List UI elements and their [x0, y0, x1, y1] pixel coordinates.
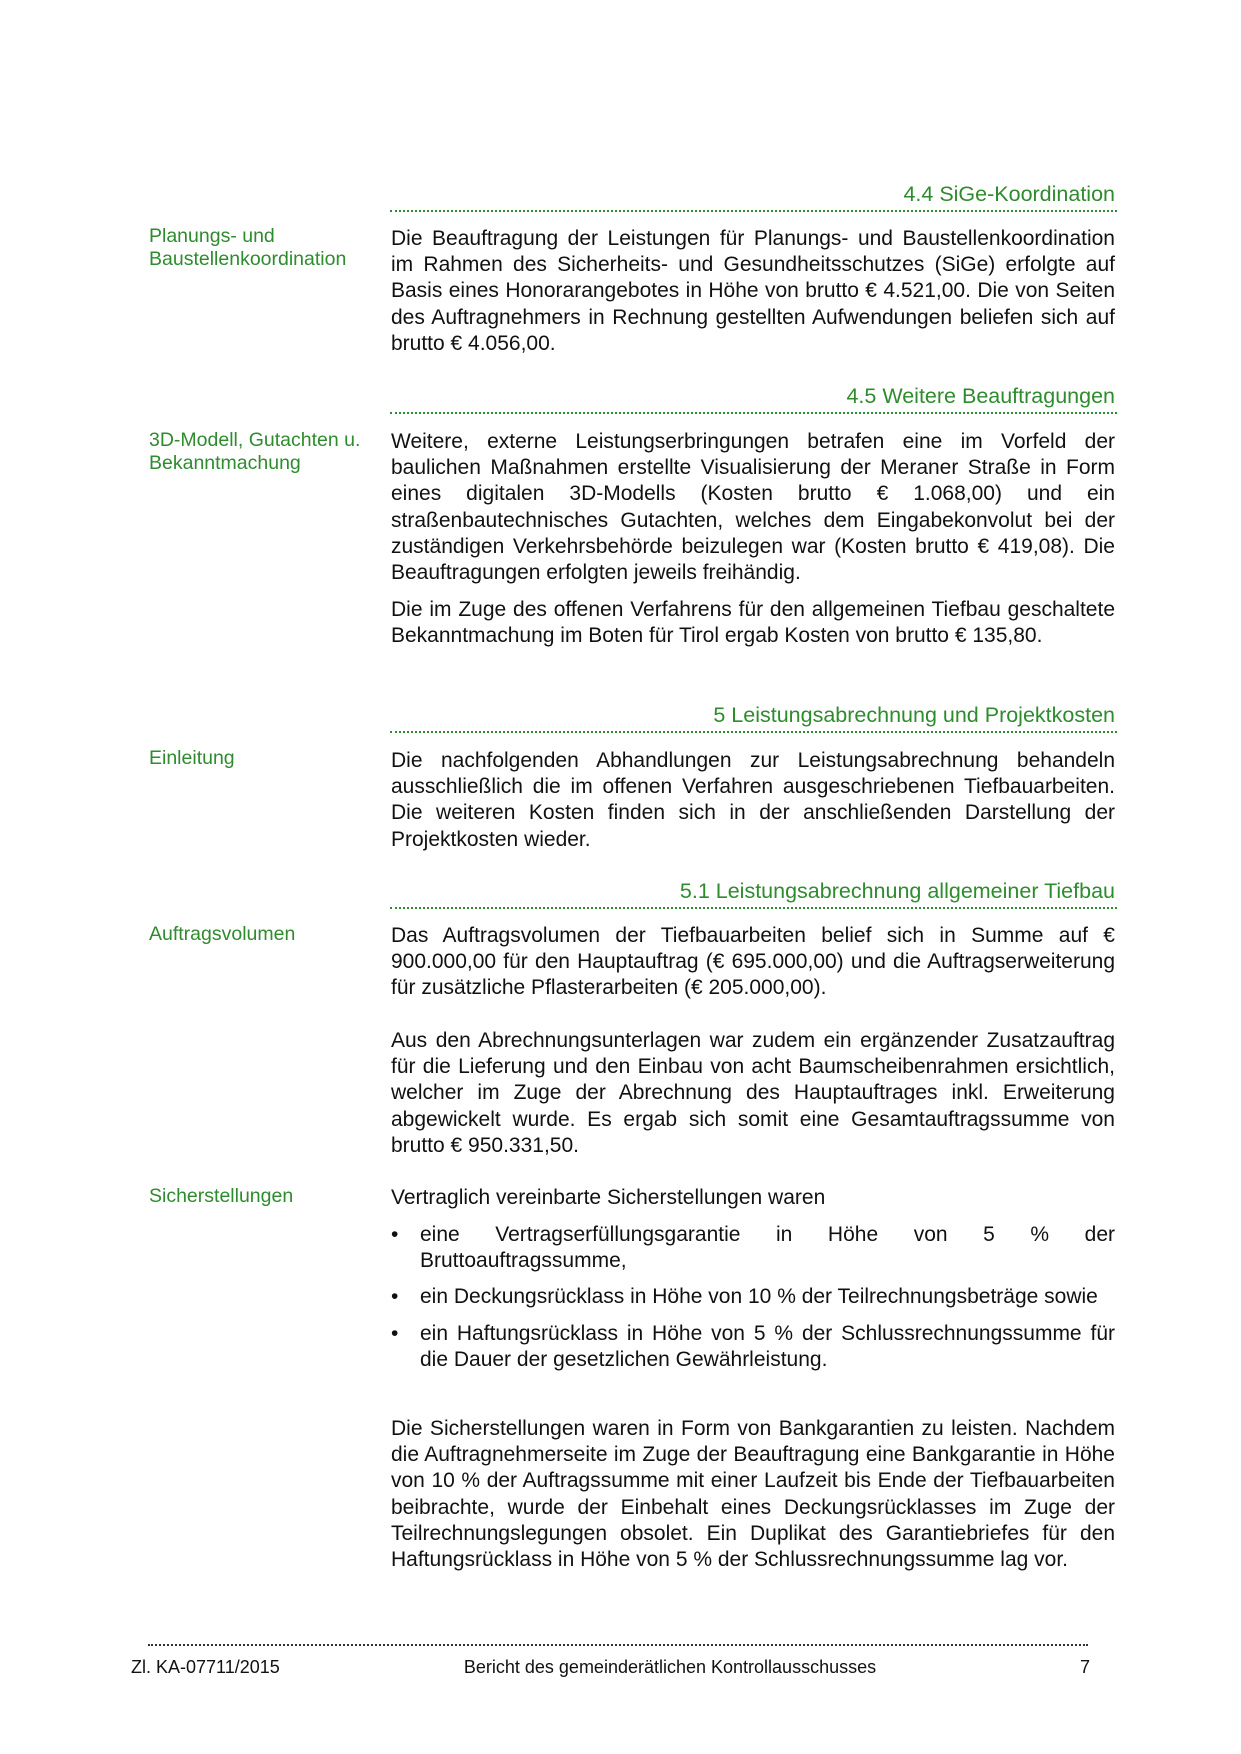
paragraph-sige: Die Beauftragung der Leistungen für Planungs- und Baustellenkoordination im Rahmen des Sicherheits- und Gesundheitsschutzes (SiGe) erfolgte auf Basis eines Honorarangebotes in Höhe von brutto € 4.521,00. Die von Seiten des Auftragnehmers in Rechnung gestellten Aufwendungen beliefen sich auf brutto € 4.056,00.: [391, 227, 1115, 355]
footer-title: Bericht des gemeinderätlichen Kontrollausschusses: [463, 1657, 877, 1677]
heading-divider: [390, 731, 1117, 733]
section-heading-4-4: 4.4 SiGe-Koordination: [903, 182, 1115, 206]
paragraph-bankgarantien: Die Sicherstellungen waren in Form von Bankgarantien zu leisten. Nachdem die Auftragnehmerseite im Zuge der Beauftragung eine Bankgarantie in Höhe von 10 % der Auftragssumme mit einer Laufzeit bis Ende der Tiefbauarbeiten beibrachte, wurde der Einbehalt eines Deckungsrücklasses im Zuge der Teilrechnungslegungen obsolet. Ein Duplikat des Garantiebriefes für den Haftungsrücklass in Höhe von 5 % der Schlussrechnungssumme lag vor.: [391, 1417, 1115, 1572]
section-heading-4-5: 4.5 Weitere Beauftragungen: [846, 384, 1115, 408]
paragraph-bekanntmachung: Die im Zuge des offenen Verfahrens für den allgemeinen Tiefbau geschaltete Bekanntmachung im Boten für Tirol ergab Kosten von brutto € 135,80.: [391, 598, 1115, 648]
heading-divider: [390, 412, 1117, 414]
margin-label-3d-modell: 3D-Modell, Gutachten u. Bekanntmachung: [149, 429, 361, 474]
sicherstellungen-list: [391, 1222, 1115, 1373]
paragraph-sicherstellungen-intro: Vertraglich vereinbarte Sicherstellungen waren: [391, 1186, 826, 1209]
page-number: 7: [1079, 1657, 1090, 1677]
paragraph-auftragsvolumen: Das Auftragsvolumen der Tiefbauarbeiten belief sich in Summe auf € 900.000,00 für den Hauptauftrag (€ 695.000,00) und die Auftragserweiterung für zusätzliche Pflasterarbeiten (€ 205.000,00).: [391, 924, 1115, 1000]
footer-reference: Zl. KA-07711/2015: [131, 1657, 280, 1677]
paragraph-weitere-leistungen: Weitere, externe Leistungserbringungen betrafen eine im Vorfeld der baulichen Maßnahmen erstellte Visualisierung der Meraner Straße in Form eines digitalen 3D-Modells (Kosten brutto € 1.068,00) und ein straßenbautechnisches Gutachten, welches dem Eingabekonvolut bei der zuständigen Verkehrsbehörde beizulegen war (Kosten brutto € 419,08). Die Beauftragungen erfolgten jeweils freihändig.: [391, 430, 1115, 585]
margin-label-einleitung: Einleitung: [149, 747, 235, 769]
heading-divider: [390, 907, 1117, 909]
section-heading-5-1: 5.1 Leistungsabrechnung allgemeiner Tiefbau: [679, 879, 1115, 903]
footer-divider: [148, 1644, 1088, 1646]
list-item: • eine Vertragserfüllungsgarantie in Höhe von 5 % der Bruttoauftragssumme,: [391, 1222, 1115, 1274]
list-item: • ein Haftungsrücklass in Höhe von 5 % der Schlussrechnungssumme für die Dauer der gesetzlichen Gewährleistung.: [391, 1321, 1115, 1373]
heading-divider: [390, 210, 1117, 212]
paragraph-einleitung: Die nachfolgenden Abhandlungen zur Leistungsabrechnung behandeln ausschließlich die im offenen Verfahren ausgeschriebenen Tiefbauarbeiten. Die weiteren Kosten finden sich in der anschließenden Darstellung der Projektkosten wieder.: [391, 749, 1115, 851]
list-item: • ein Deckungsrücklass in Höhe von 10 % der Teilrechnungsbeträge sowie: [391, 1284, 1115, 1310]
section-heading-5: 5 Leistungsabrechnung und Projektkosten: [713, 703, 1115, 727]
margin-label-auftragsvolumen: Auftragsvolumen: [149, 923, 296, 945]
margin-label-sicherstellungen: Sicherstellungen: [149, 1185, 294, 1207]
margin-label-planungs-baustellenkoordination: Planungs- und Baustellenkoordination: [149, 225, 347, 270]
paragraph-zusatzauftrag: Aus den Abrechnungsunterlagen war zudem ein ergänzender Zusatzauftrag für die Lieferung und den Einbau von acht Baumscheibenrahmen ersichtlich, welcher im Zuge der Abrechnung des Hauptauftrages inkl. Erweiterung abgewickelt wurde. Es ergab sich somit eine Gesamtauftragssumme von brutto € 950.331,50.: [391, 1029, 1115, 1157]
